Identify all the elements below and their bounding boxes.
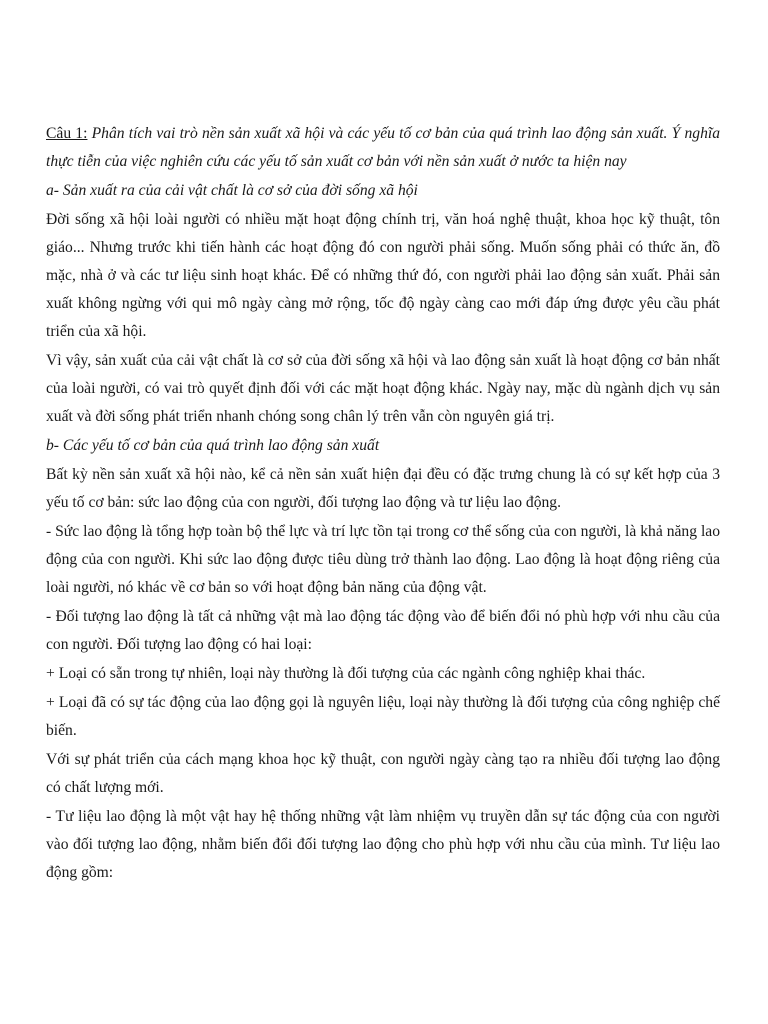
paragraph-2: Vì vậy, sản xuất của cải vật chất là cơ sở của đời sống xã hội và lao động sản xuất là hoạt động cơ bản nhất của loài người, có vai trò quyết định đối với các mặt hoạt động khác. Ngày nay, mặc dù ngành dịch vụ sản xuất và đời sống phát triển nhanh chóng song chân lý trên vẫn còn nguyên giá trị. [46,352,720,425]
paragraph-1: Đời sống xã hội loài người có nhiều mặt hoạt động chính trị, văn hoá nghệ thuật, khoa học kỹ thuật, tôn giáo... Nhưng trước khi tiến hành các hoạt động đó con người phải sống. Muốn sống phải có thức ăn, đồ mặc, nhà ở và các tư liệu sinh hoạt khác. Để có những thứ đó, con người phải lao động sản xuất. Phải sản xuất không ngừng với qui mô ngày càng mở rộng, tốc độ ngày càng cao mới đáp ứng được yêu cầu phát triển của xã hội. [46,211,720,340]
question-text: Phân tích vai trò nền sản xuất xã hội và các yếu tố cơ bản của quá trình lao động sản xuất. Ý nghĩa thực tiễn của việc nghiên cứu các yếu tố sản xuất cơ bản với nền sản xuất ở nước ta hiện nay [46,125,721,170]
section-heading-a: a- Sản xuất ra của cải vật chất là cơ sở của đời sống xã hội [46,182,418,199]
paragraph-9: - Tư liệu lao động là một vật hay hệ thống những vật làm nhiệm vụ truyền dẫn sự tác động của con người vào đối tượng lao động, nhằm biến đổi đối tượng lao động cho phù hợp với nhu cầu của mình. Tư liệu lao động gồm: [46,808,720,881]
paragraph-5: - Đối tượng lao động là tất cả những vật mà lao động tác động vào để biến đổi nó phù hợp với nhu cầu của con người. Đối tượng lao động có hai loại: [46,608,720,653]
section-heading-b: b- Các yếu tố cơ bản của quá trình lao động sản xuất [46,437,380,454]
paragraph-4: - Sức lao động là tổng hợp toàn bộ thể lực và trí lực tồn tại trong cơ thể sống của con người, là khả năng lao động của con người. Khi sức lao động được tiêu dùng trở thành lao động. Lao động là hoạt động riêng của loài người, nó khác về cơ bản so với hoạt động bản năng của động vật. [46,523,720,596]
paragraph-8: Với sự phát triển của cách mạng khoa học kỹ thuật, con người ngày càng tạo ra nhiều đối tượng lao động có chất lượng mới. [46,751,720,796]
paragraph-6: + Loại có sẵn trong tự nhiên, loại này thường là đối tượng của các ngành công nghiệp khai thác. [46,665,646,682]
document-page [46,120,720,888]
question-label: Câu 1: [46,125,88,142]
paragraph-7: + Loại đã có sự tác động của lao động gọi là nguyên liệu, loại này thường là đối tượng của công nghiệp chế biến. [46,694,720,739]
question-line [46,120,720,176]
paragraph-3: Bất kỳ nền sản xuất xã hội nào, kể cả nền sản xuất hiện đại đều có đặc trưng chung là có sự kết hợp của 3 yếu tố cơ bản: sức lao động của con người, đối tượng lao động và tư liệu lao động. [46,466,720,511]
